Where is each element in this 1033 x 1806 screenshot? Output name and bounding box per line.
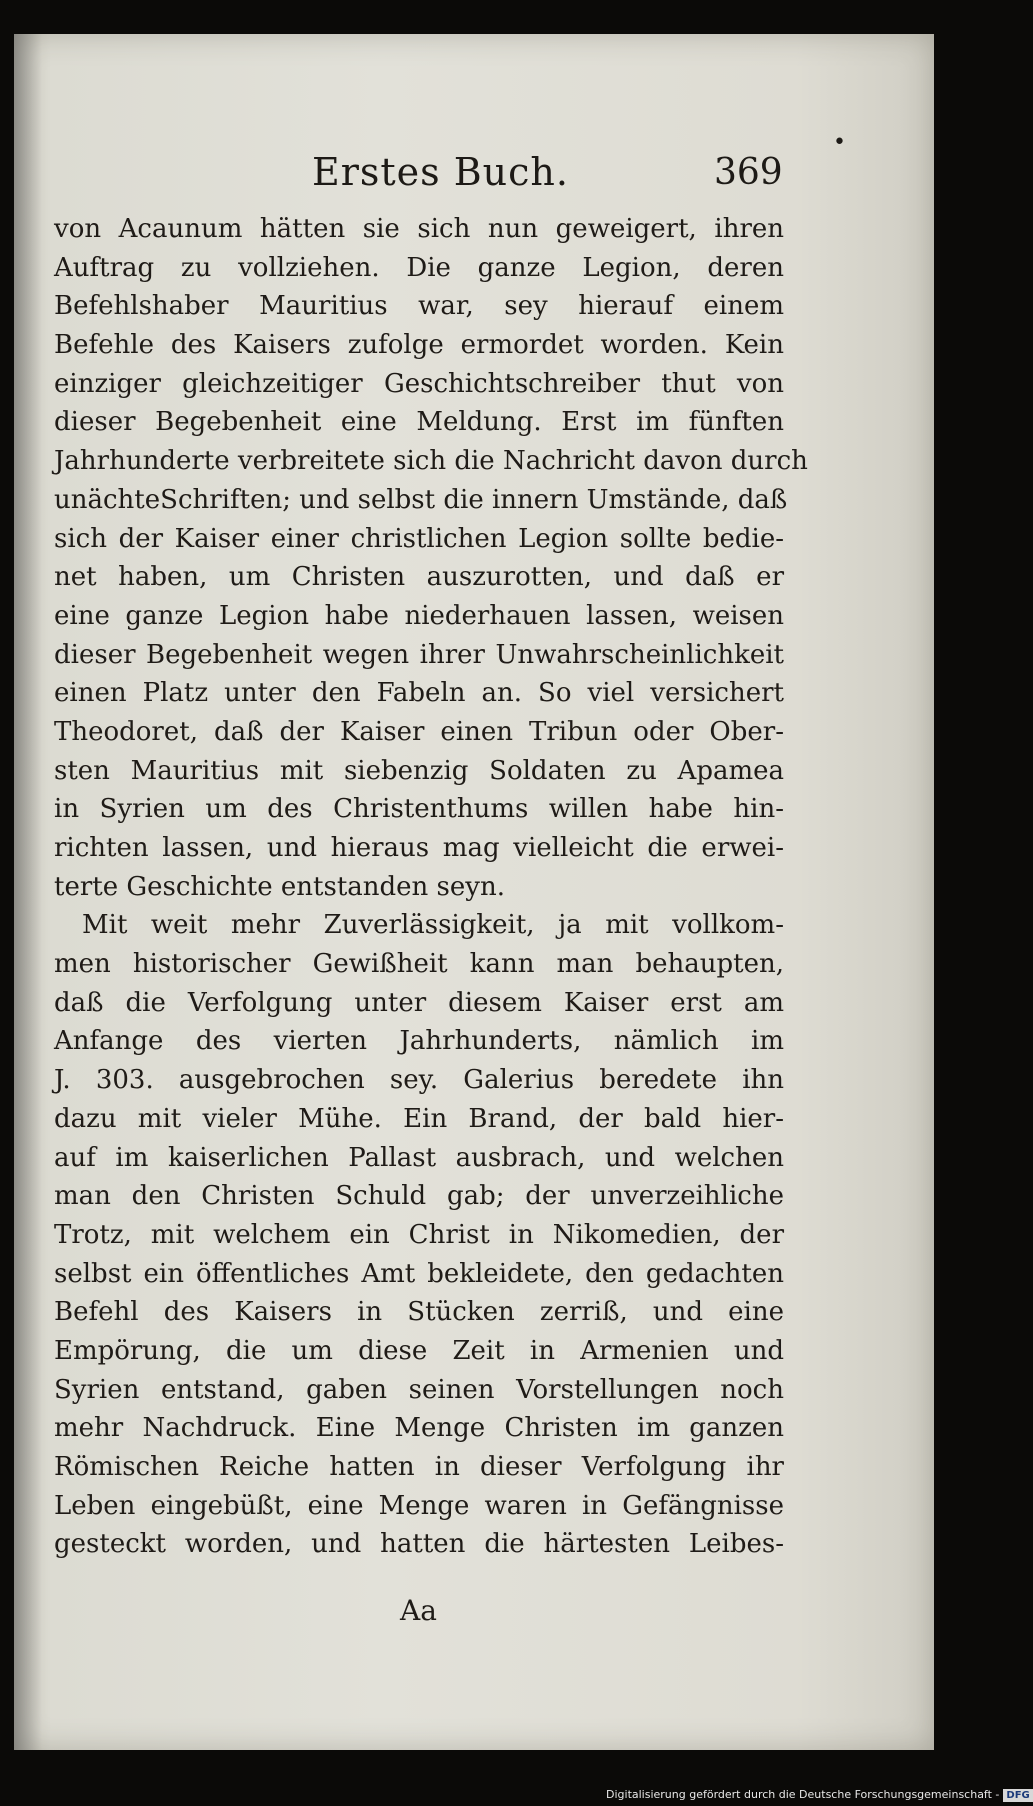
text-line: men historischer Gewißheit kann man behaupten,: [54, 949, 784, 980]
running-head-title: Erstes Buch.: [312, 150, 569, 194]
text-line: Trotz, mit welchem ein Christ in Nikomedien, der: [54, 1219, 784, 1250]
text-line: Leben eingebüßt, eine Menge waren in Gefängnisse: [54, 1490, 784, 1521]
text-line: Syrien entstand, gaben seinen Vorstellungen noch: [54, 1374, 784, 1405]
text-line: von Acaunum hätten sie sich nun geweigert, ihren: [54, 214, 784, 244]
text-line: einziger gleichzeitiger Geschichtschreiber thut von: [54, 368, 784, 399]
catchword: Aa: [400, 1594, 437, 1627]
text-line: sich der Kaiser einer christlichen Legion sollte bedie-: [54, 523, 784, 554]
paragraph-end-line: terte Geschichte entstanden seyn.: [54, 871, 505, 902]
text-line: eine ganze Legion habe niederhauen lassen, weisen: [54, 600, 784, 631]
text-line: unächteSchriften; und selbst die innern Umstände, daß: [54, 484, 788, 515]
text-line: Befehl des Kaisers in Stücken zerriß, und eine: [54, 1297, 784, 1328]
body-text: [54, 210, 808, 1564]
text-line: richten lassen, und hieraus mag vielleicht die erwei-: [54, 833, 784, 863]
text-line: daß die Verfolgung unter diesem Kaiser erst am: [54, 987, 784, 1018]
text-line: Auftrag zu vollziehen. Die ganze Legion, deren: [54, 252, 784, 283]
text-line: J. 303. ausgebrochen sey. Galerius beredete ihn: [54, 1065, 784, 1096]
text-line: einen Platz unter den Fabeln an. So viel versichert: [54, 678, 784, 709]
text-line: Anfange des vierten Jahrhunderts, nämlich im: [54, 1026, 784, 1057]
text-line: man den Christen Schuld gab; der unverzeihliche: [54, 1181, 784, 1212]
text-line: Theodoret, daß der Kaiser einen Tribun oder Ober-: [54, 716, 784, 747]
credit-text: Digitalisierung gefördert durch die Deutsche Forschungsgemeinschaft -: [606, 1788, 1000, 1801]
text-line: net haben, um Christen auszurotten, und daß er: [54, 562, 784, 593]
text-line: Römischen Reiche hatten in dieser Verfolgung ihr: [54, 1452, 784, 1482]
page-number: 369: [714, 152, 783, 193]
text-line: Jahrhunderte verbreitete sich die Nachricht davon durch: [54, 446, 808, 477]
text-line: dazu mit vieler Mühe. Ein Brand, der bald hier-: [54, 1103, 784, 1134]
text-line: sten Mauritius mit siebenzig Soldaten zu Apamea: [54, 755, 784, 786]
running-head: [14, 150, 934, 210]
text-line: in Syrien um des Christenthums willen habe hin-: [54, 794, 784, 825]
margin-mark: •: [833, 130, 846, 155]
paragraph-start-line: Mit weit mehr Zuverlässigkeit, ja mit vollkom-: [82, 910, 784, 941]
text-line: Empörung, die um diese Zeit in Armenien und: [54, 1335, 784, 1366]
book-page: [14, 34, 934, 1750]
text-line: auf im kaiserlichen Pallast ausbrach, und welchen: [54, 1142, 784, 1173]
text-line: gesteckt worden, und hatten die härtesten Leibes-: [54, 1529, 784, 1560]
text-line: dieser Begebenheit wegen ihrer Unwahrscheinlichkeit: [54, 639, 784, 670]
text-line: dieser Begebenheit eine Meldung. Erst im fünften: [54, 407, 784, 438]
text-line: Befehlshaber Mauritius war, sey hierauf einem: [54, 291, 784, 322]
gutter-shadow: [14, 34, 42, 1750]
dfg-logo: DFG: [1003, 1789, 1032, 1802]
text-line: Befehle des Kaisers zufolge ermordet worden. Kein: [54, 330, 784, 361]
digitization-credit: [606, 1788, 1033, 1802]
text-line: mehr Nachdruck. Eine Menge Christen im ganzen: [54, 1413, 784, 1444]
text-line: selbst ein öffentliches Amt bekleidete, den gedachten: [54, 1258, 784, 1289]
